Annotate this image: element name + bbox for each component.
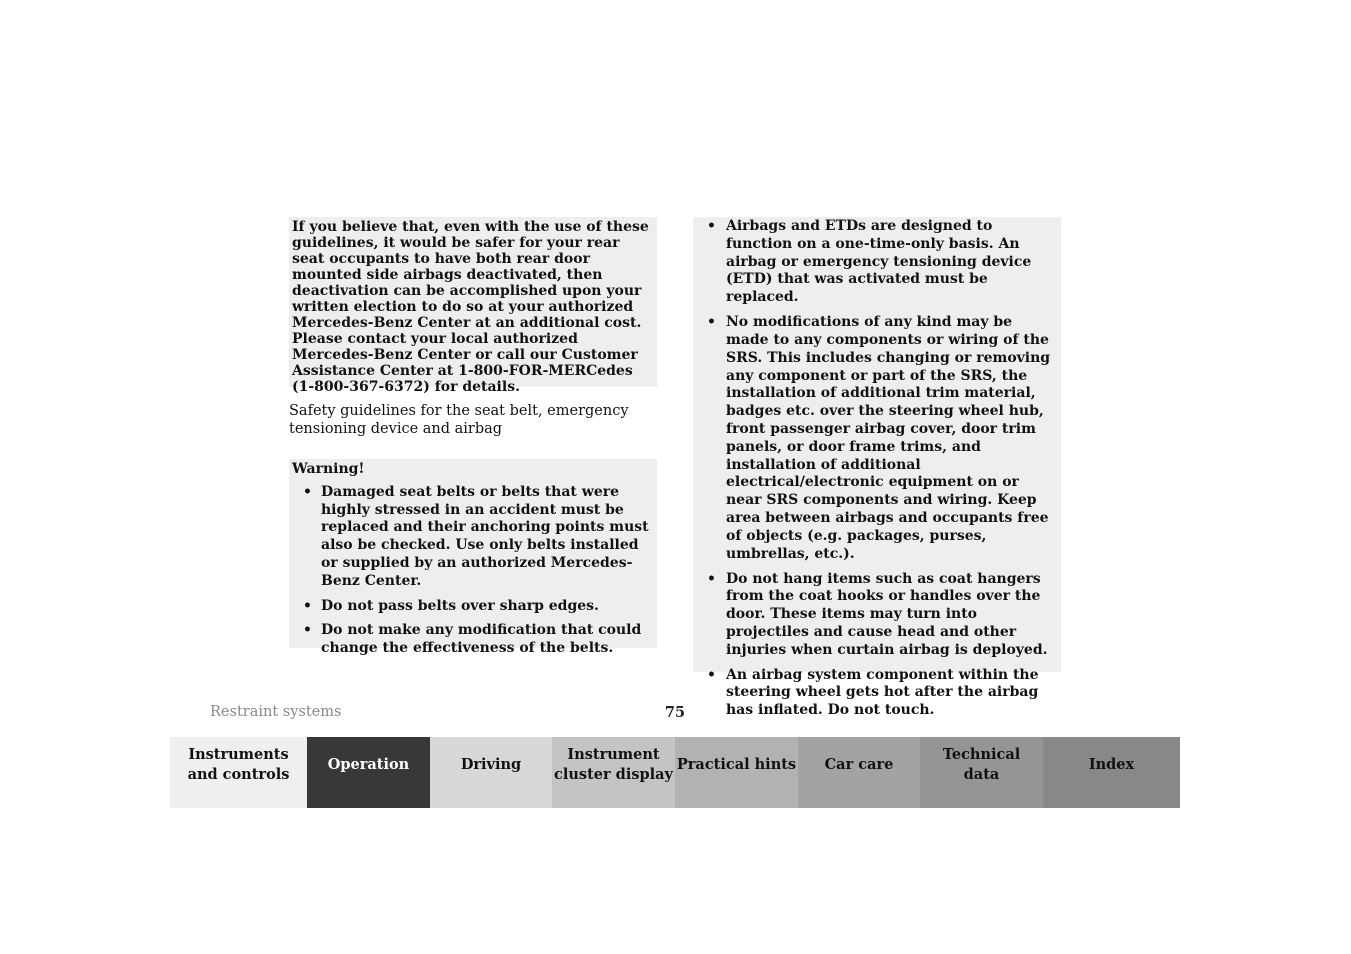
- section-heading: Safety guidelines for the seat belt, emergency tensioning device and airbag: [289, 403, 629, 437]
- bullet-icon: •: [707, 666, 716, 683]
- guideline-item-text: An airbag system component within the steering wheel gets hot after the airbag has inflated. Do not touch.: [726, 666, 1039, 719]
- intro-note-box: [289, 217, 657, 395]
- nav-tab-instruments-and-controls[interactable]: [170, 737, 307, 808]
- warning-item-text: Do not make any modification that could change the effectiveness of the belts.: [321, 622, 642, 657]
- warning-box: [289, 459, 657, 657]
- chapter-nav-bar: [170, 737, 1180, 808]
- guideline-item: [693, 314, 1055, 563]
- warning-item-text: Damaged seat belts or belts that were highly stressed in an accident must be replaced and their anchoring points must also be checked. Use only belts installed or supplied by an authorized Mercedes-Benz Center.: [321, 483, 649, 589]
- bullet-icon: •: [707, 314, 716, 331]
- nav-tab-instrument-cluster-display[interactable]: [552, 737, 675, 808]
- bullet-icon: •: [303, 622, 312, 639]
- nav-tab-driving[interactable]: [430, 737, 552, 808]
- nav-tab-label: Index: [1088, 755, 1135, 773]
- warning-item: [292, 484, 651, 591]
- warning-item-text: Do not pass belts over sharp edges.: [321, 597, 599, 614]
- page-number: 75: [664, 704, 686, 721]
- nav-tab-label: Car care: [824, 755, 894, 773]
- nav-tab-index[interactable]: [1043, 737, 1180, 808]
- bullet-icon: •: [303, 483, 312, 500]
- bullet-icon: •: [707, 570, 716, 587]
- nav-tab-operation[interactable]: [307, 737, 430, 808]
- footer-section-title: Restraint systems: [210, 704, 342, 720]
- bullet-icon: •: [707, 218, 716, 234]
- guideline-item: [693, 571, 1055, 660]
- guideline-item-text: No modifications of any kind may be made to any components or wiring of the SRS. This includes changing or removing any component or part of the SRS, the installation of additional trim material, badges etc. over the steering wheel hub, front passenger airbag cover, door trim panels, or door frame trims, and installation of additional electrical/electronic equipment on or near SRS components and wiring. Keep area between airbags and occupants free of objects (e.g. packages, purses, umbrellas, etc.).: [726, 314, 1051, 562]
- warning-title: Warning!: [292, 461, 365, 477]
- nav-tab-label: Operation: [327, 755, 410, 773]
- guideline-item-text: Do not hang items such as coat hangers from the coat hooks or handles over the door. These items may turn into projectiles and cause head and other injuries when curtain airbag is deployed.: [726, 570, 1048, 658]
- warning-list: [292, 484, 651, 658]
- nav-tab-technical-data[interactable]: [920, 737, 1043, 808]
- warning-item: [292, 622, 651, 658]
- airbag-guidelines-list: [693, 218, 1055, 720]
- nav-tab-label: Driving: [460, 755, 522, 773]
- nav-tab-label: Practical hints: [676, 755, 797, 773]
- guideline-item: [693, 667, 1055, 720]
- nav-tab-label: Instrument cluster display: [554, 745, 673, 783]
- guideline-item: [693, 218, 1055, 307]
- nav-tab-practical-hints[interactable]: [675, 737, 798, 808]
- intro-note-text: If you believe that, even with the use of these guidelines, it would be safer for your rear seat occupants to have both rear door mounted side airbags deactivated, then deactivation can be accomplished upon your written election to do so at your authorized Mercedes-Benz Center at an additional cost. Please contact your local authorized Mercedes-Benz Center or call our Customer Assistance Center at 1-800-FOR-MERCedes (1-800-367-6372) for details.: [292, 219, 649, 395]
- bullet-icon: •: [303, 597, 312, 614]
- warning-item: [292, 598, 651, 616]
- nav-tab-label: Technical data: [942, 745, 1021, 783]
- nav-tab-car-care[interactable]: [798, 737, 920, 808]
- airbag-guidelines-box: [693, 217, 1061, 719]
- nav-tab-label: Instruments and controls: [187, 745, 290, 783]
- guideline-item-text: Airbags and ETDs are designed to function on a one-time-only basis. An airbag or emergency tensioning device (ETD) that was activated must be replaced.: [726, 218, 1032, 306]
